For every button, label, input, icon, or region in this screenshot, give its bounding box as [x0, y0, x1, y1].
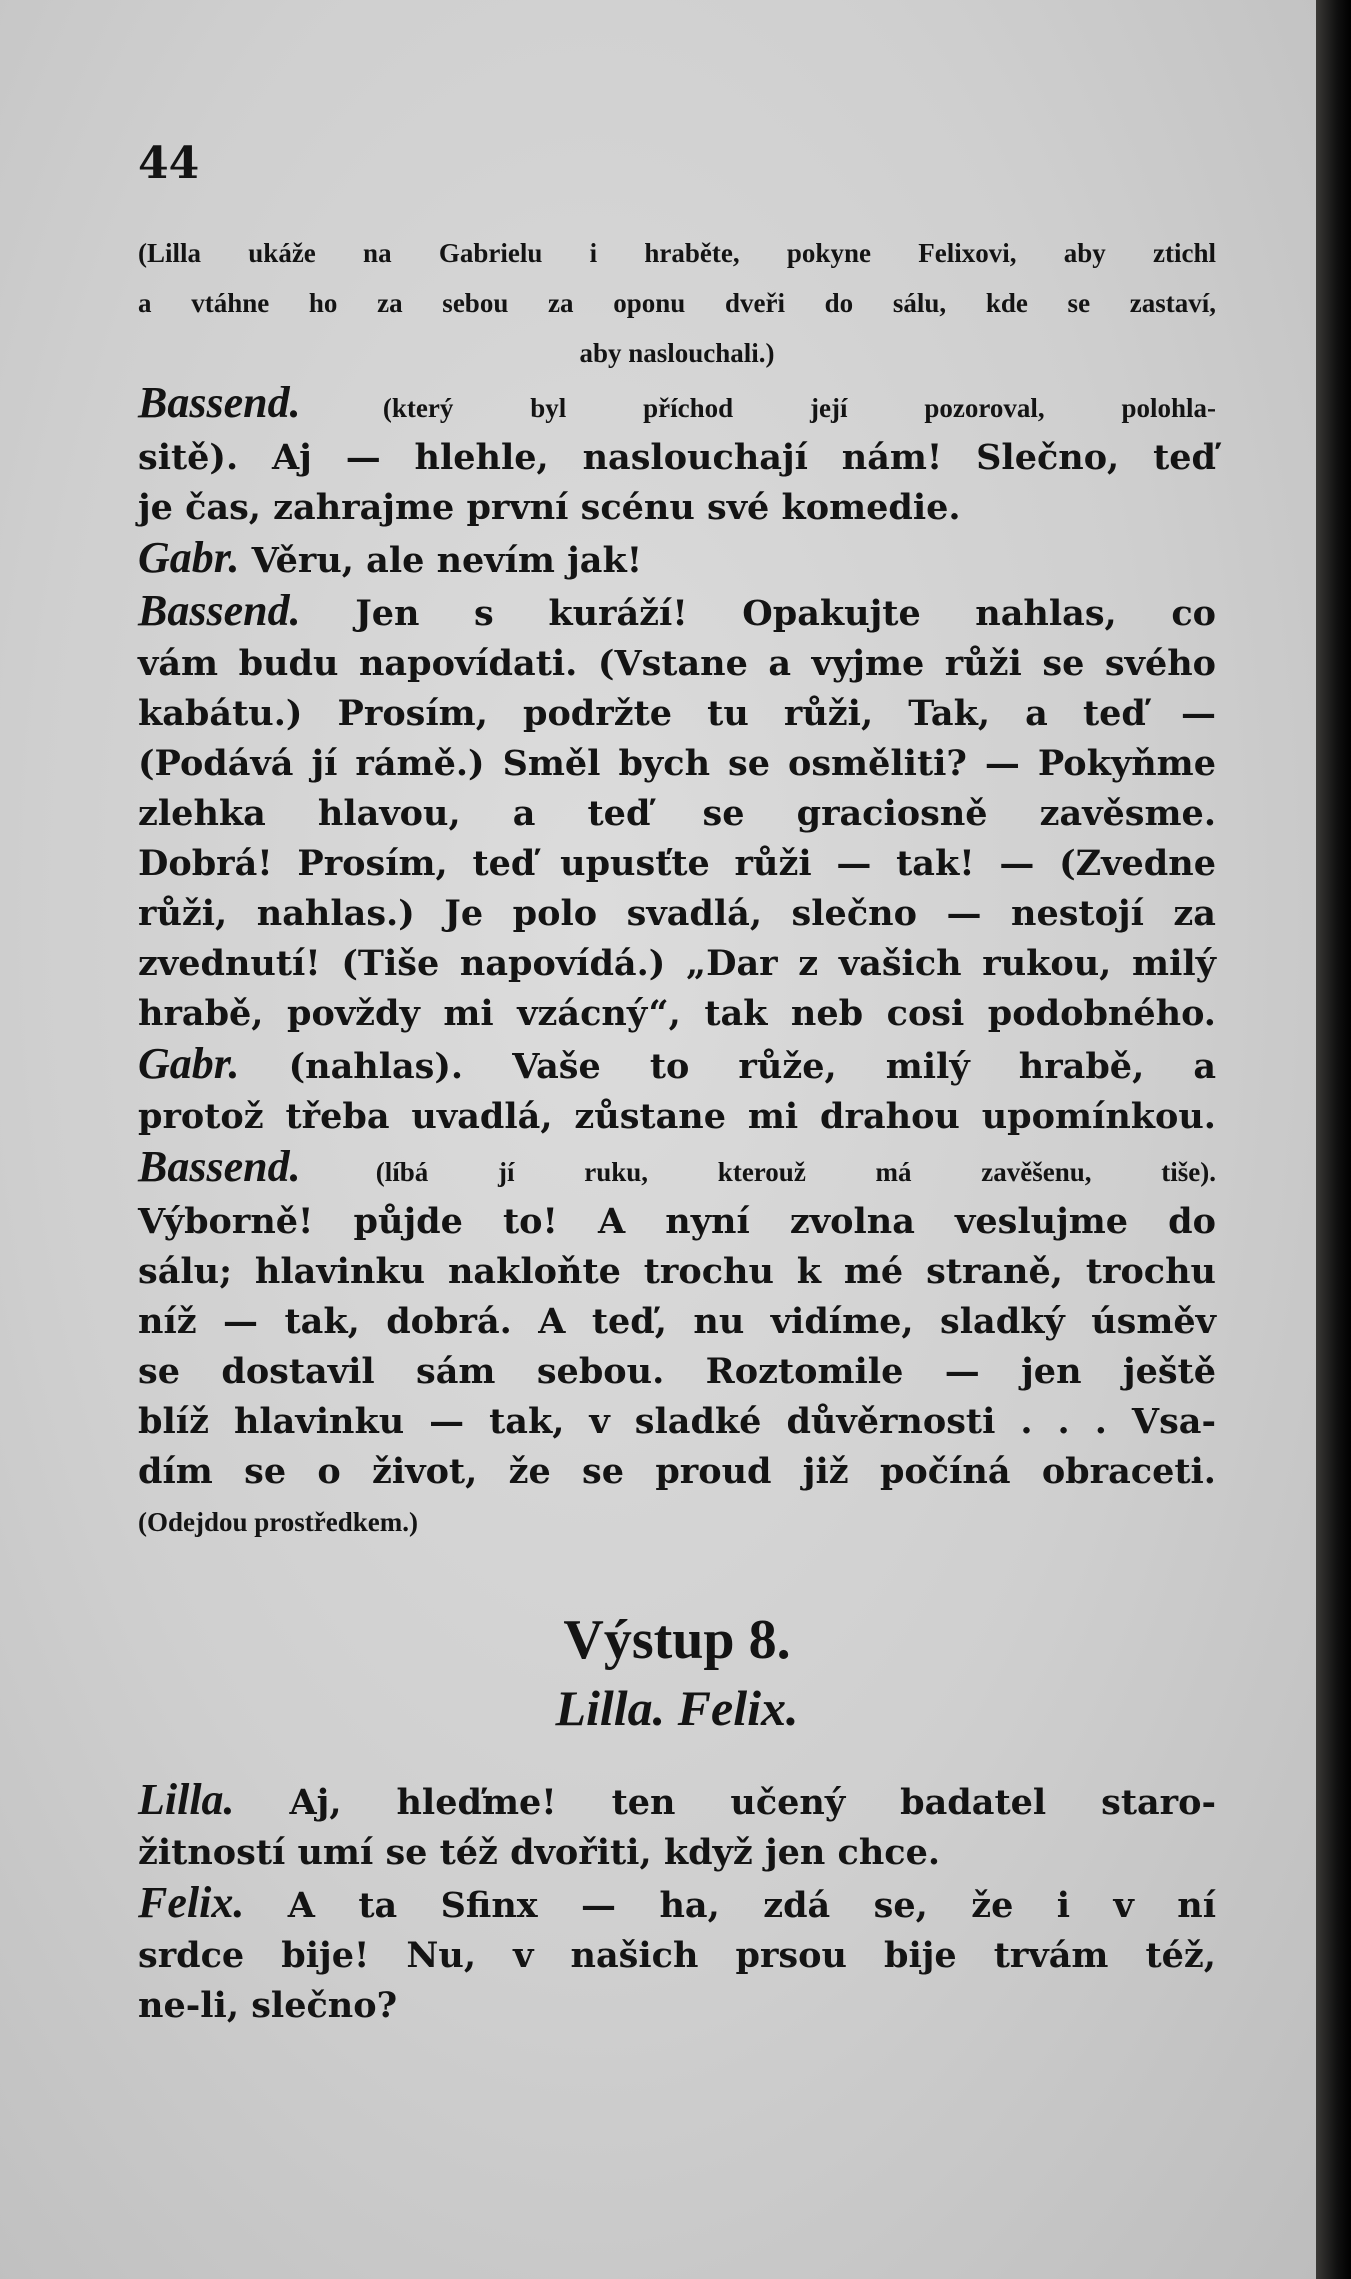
dialogue-line: protož třeba uvadlá, zůstane mi drahou upomínkou. — [138, 1096, 1216, 1137]
speaker-name: Bassend. — [138, 378, 301, 427]
dialogue-text: (nahlas). Vaše to růže, milý hrabě, a — [288, 1046, 1216, 1087]
dialogue-line: dím se o život, že se proud již počíná obraceti. — [138, 1451, 1216, 1492]
speaker-name: Gabr. — [138, 533, 240, 582]
speaker-name: Lilla. — [138, 1775, 235, 1824]
stage-direction-line: (Odejdou prostředkem.) — [138, 1507, 418, 1537]
speaker-name: Bassend. — [138, 1142, 301, 1191]
dialogue-line — [138, 1878, 1216, 1931]
book-gutter — [1316, 0, 1351, 2279]
dialogue-line — [138, 586, 1216, 639]
dialogue-line: sitě). Aj — hlehle, naslouchají nám! Slečno, teď — [138, 437, 1216, 478]
dialogue-line: kabátu.) Prosím, podržte tu růži, Tak, a teď — — [138, 693, 1216, 734]
dialogue-line: níž — tak, dobrá. A teď, nu vidíme, sladký úsměv — [138, 1301, 1216, 1342]
dialogue-text: Aj, hleďme! ten učený badatel staro- — [289, 1782, 1216, 1823]
dialogue-line — [138, 533, 1216, 586]
dialogue-line: se dostavil sám sebou. Roztomile — jen ještě — [138, 1351, 1216, 1392]
dialogue-line: zvednutí! (Tiše napovídá.) „Dar z vašich rukou, milý — [138, 943, 1216, 984]
speaker-name: Gabr. — [138, 1039, 240, 1088]
dialogue-line — [138, 378, 1216, 433]
dialogue-line: Dobrá! Prosím, teď upusťte růži — tak! — (Zvedne — [138, 843, 1216, 884]
dialogue-line: sálu; hlavinku nakloňte trochu k mé straně, trochu — [138, 1251, 1216, 1292]
dialogue-line: růži, nahlas.) Je polo svadlá, slečno — nestojí za — [138, 893, 1216, 934]
speaker-name: Bassend. — [138, 586, 301, 635]
scene-characters: Lilla. Felix. — [555, 1680, 799, 1736]
dialogue-line — [138, 1142, 1216, 1197]
dialogue-line: hrabě, povždy mi vzácný“, tak neb cosi podobného. — [138, 993, 1216, 1034]
dialogue-line: ne-li, slečno? — [138, 1985, 398, 2026]
dialogue-line: Výborně! půjde to! A nyní zvolna veslujme do — [138, 1201, 1216, 1242]
dialogue-line: blíž hlavinku — tak, v sladké důvěrnosti . . . Vsa- — [138, 1401, 1216, 1442]
stage-direction: (líbá jí ruku, kterouž má zavěšenu, tiše). — [375, 1157, 1216, 1187]
spacer — [138, 1547, 1216, 1605]
stage-direction-line: a vtáhne ho za sebou za oponu dveři do sálu, kde se zastaví, — [138, 288, 1216, 318]
dialogue-line: vám budu napovídati. (Vstane a vyjme růži se svého — [138, 643, 1216, 684]
dialogue-line: srdce bije! Nu, v našich prsou bije trvám též, — [138, 1935, 1216, 1976]
dialogue-line — [138, 1775, 1216, 1828]
stage-direction: (který byl příchod její pozoroval, polohla- — [382, 393, 1216, 423]
stage-direction-line: (Lilla ukáže na Gabrielu i hraběte, pokyne Felixovi, aby ztichl — [138, 238, 1216, 268]
spacer — [138, 1741, 1216, 1775]
stage-direction-line: aby naslouchali.) — [579, 338, 775, 368]
dialogue-line: zlehka hlavou, a teď se graciosně zavěsme. — [138, 793, 1216, 834]
dialogue-line: je čas, zahrajme první scénu své komedie. — [138, 487, 961, 528]
dialogue-text: Jen s kuráží! Opakujte nahlas, co — [355, 593, 1216, 634]
dialogue-text: Věru, ale nevím jak! — [251, 540, 643, 581]
page-number: 44 — [138, 138, 200, 189]
dialogue-line — [138, 1039, 1216, 1092]
page-text — [138, 228, 1216, 2031]
speaker-name: Felix. — [138, 1878, 245, 1927]
dialogue-line: (Podává jí rámě.) Směl bych se osměliti? — Pokyňme — [138, 743, 1216, 784]
dialogue-text: A ta Sfinx — ha, zdá se, že i v ní — [287, 1885, 1216, 1926]
scene-heading: Výstup 8. — [563, 1609, 791, 1671]
dialogue-line: žitností umí se též dvořiti, když jen chce. — [138, 1832, 941, 1873]
